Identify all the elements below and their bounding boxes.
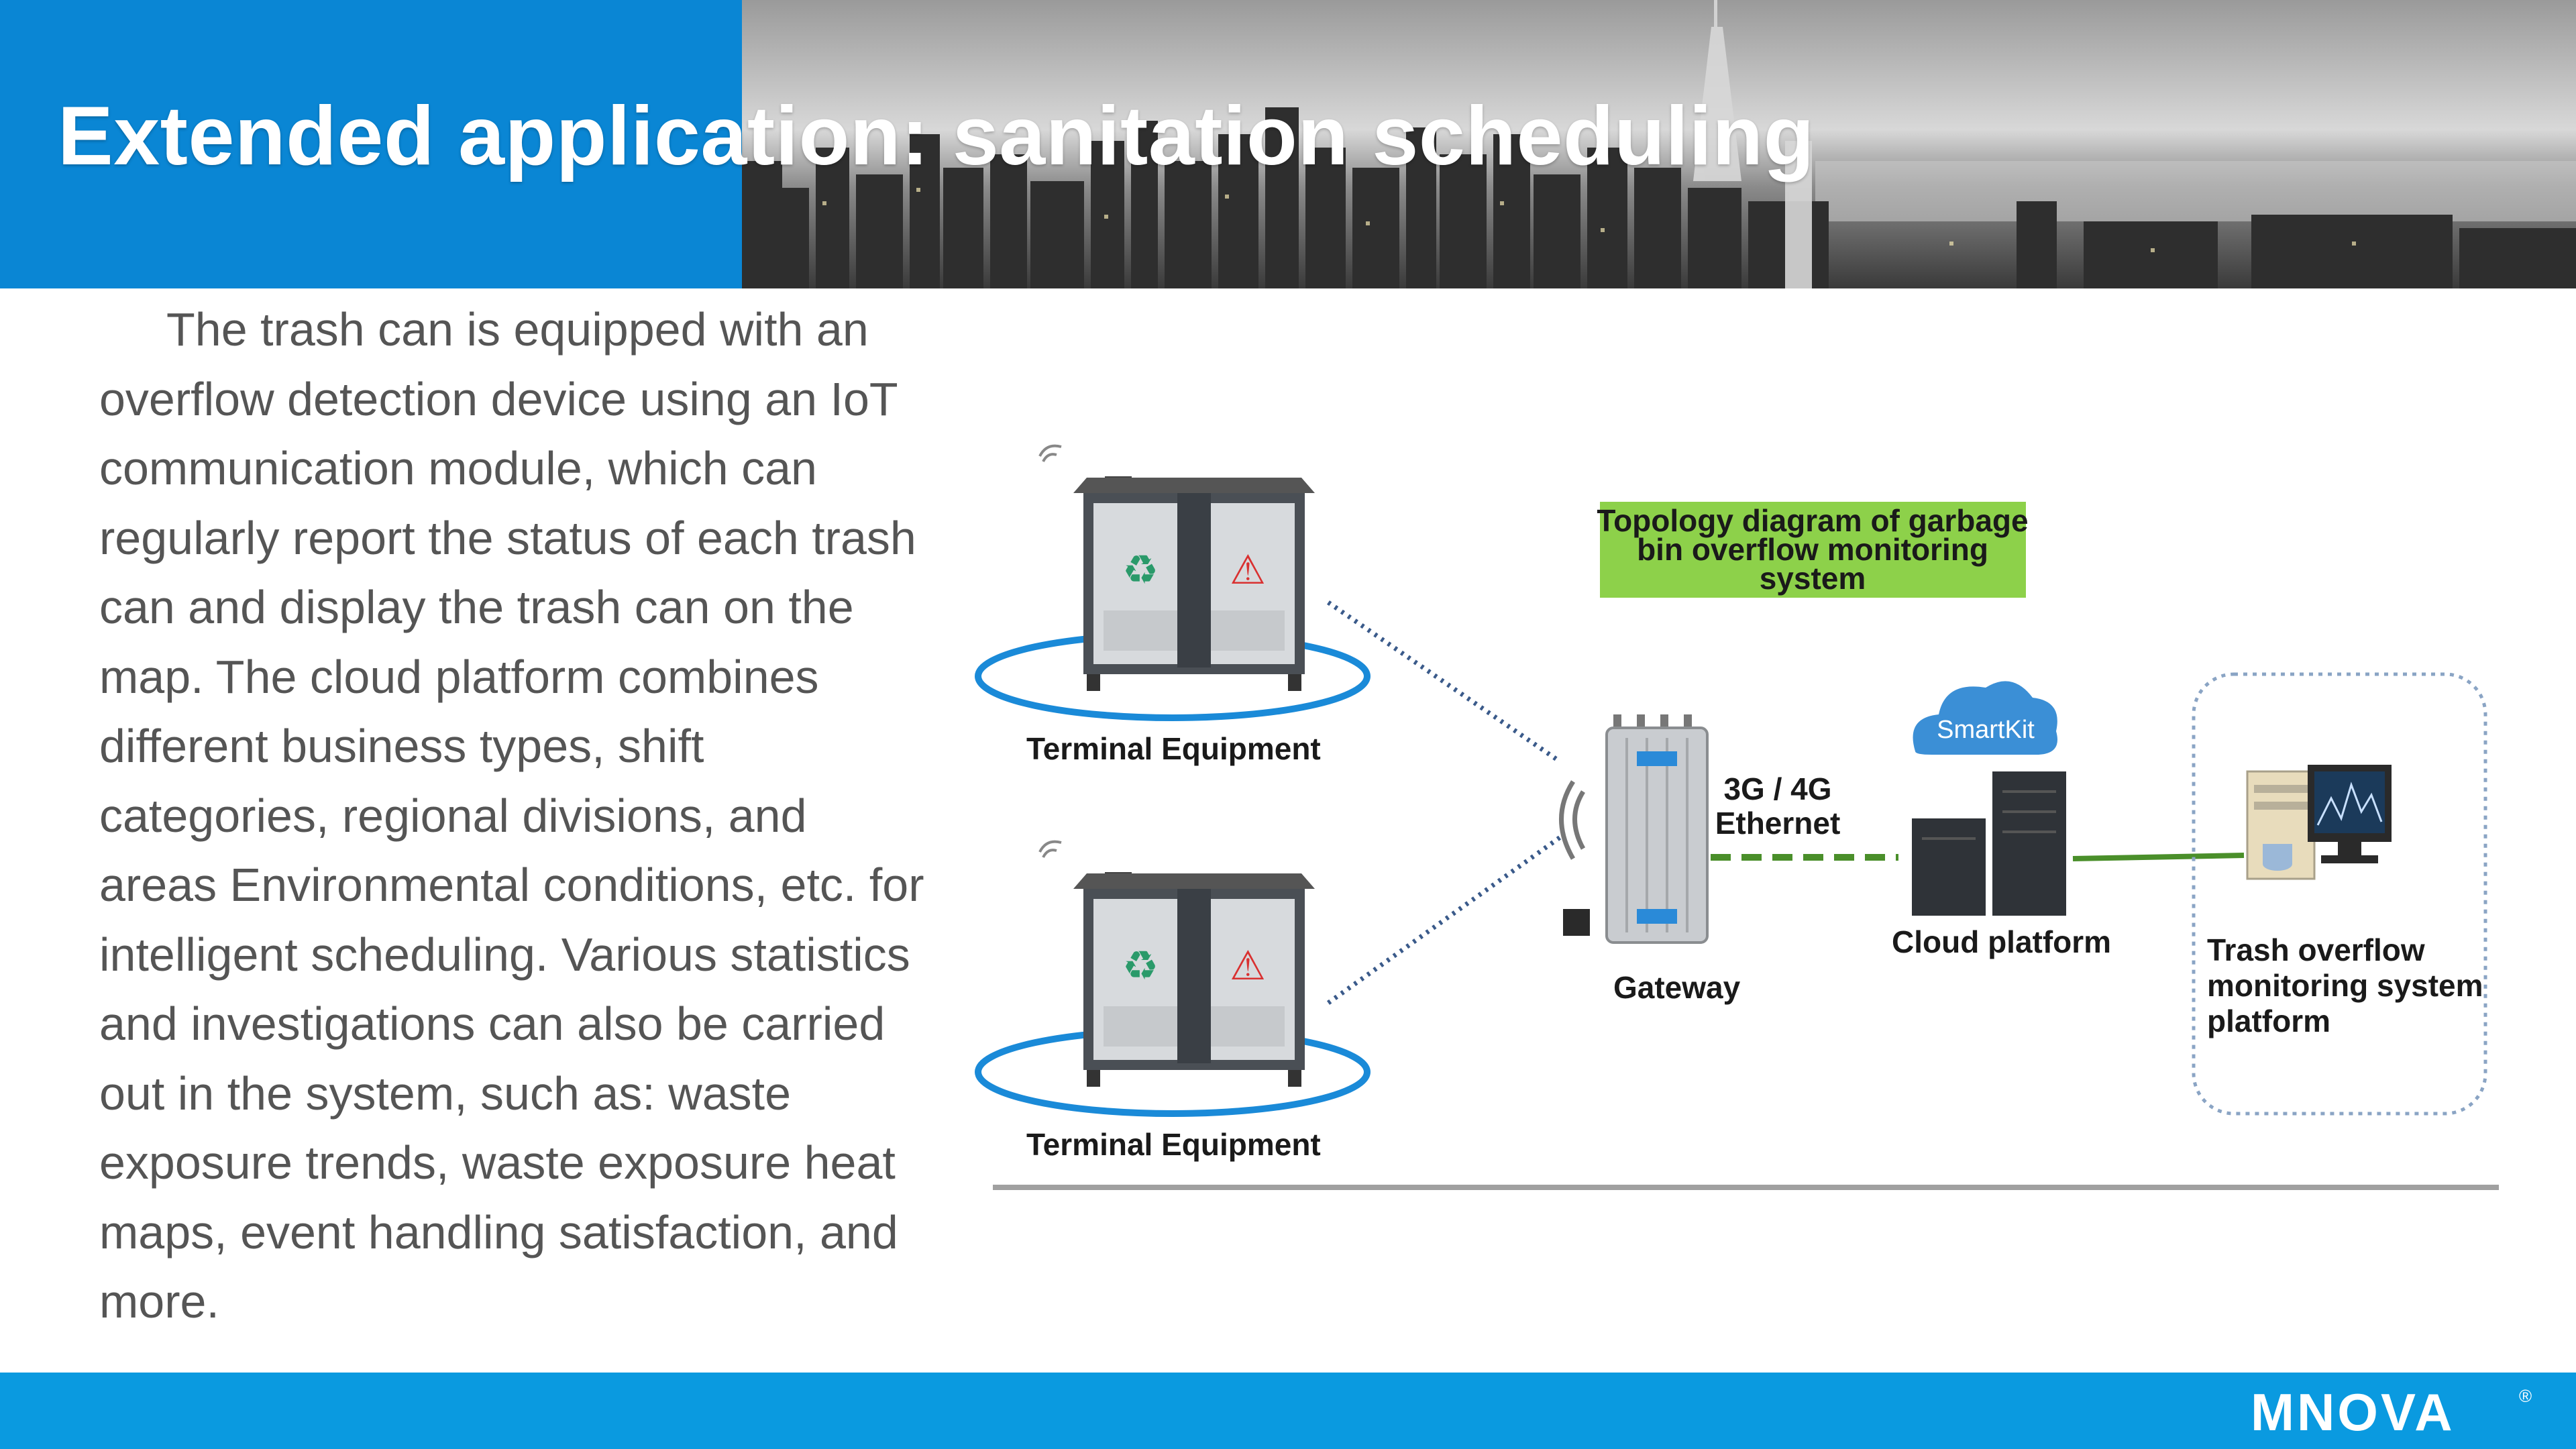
monitoring-computer [2247,765,2392,879]
link-cloud-to-platform [2073,855,2244,859]
svg-text:♻: ♻ [1122,943,1159,988]
svg-text:⚠: ⚠ [1230,943,1266,988]
diagram-title-line3: system [1759,561,1866,596]
diagram-title-line2: bin overflow monitoring [1637,532,1988,567]
logo-registered: ® [2519,1386,2532,1406]
gateway-device [1562,714,1708,943]
slide-title: Extended application: sanitation scheduling [58,90,1815,182]
logo-text: MNOVA [2251,1383,2455,1442]
svg-text:⚠: ⚠ [1230,547,1266,592]
svg-text:♻: ♻ [1122,547,1159,592]
platform-label-line2: monitoring system [2207,968,2483,1003]
platform-label-line1: Trash overflow [2207,932,2425,967]
link-label-3g4g: 3G / 4G [1723,771,1832,806]
trash-bin-top [978,446,1367,718]
link-bottom-to-gateway [1328,835,1563,1003]
platform-label-line3: platform [2207,1004,2330,1038]
body-text: The trash can is equipped with an overflow detection device using an IoT communication module, which can regularly report the status of each trash can and display the trash can on the map. The cloud platform combines different business types, shift categories, regional divisions, and areas Environmental conditions, etc. for intelligent scheduling. Various statistics and investigations can also be carried out in the system, such as: waste exposure trends, waste exposure heat maps, event handling satisfaction, and more. [99,303,924,1328]
cloud-platform-label: Cloud platform [1892,924,2112,959]
mnova-logo [2247,1382,2536,1442]
platform-dotted-box [2194,674,2485,1114]
diagram-title-line1: Topology diagram of garbage [1597,503,2029,538]
cloud-badge: SmartKit [1937,716,2035,744]
topology-diagram [973,429,2522,1208]
link-label-ethernet: Ethernet [1715,806,1841,841]
header-banner [0,0,2576,288]
footer-bar [0,1373,2576,1449]
terminal-bottom-label: Terminal Equipment [1026,1127,1321,1162]
terminal-top-label: Terminal Equipment [1026,731,1321,766]
body-paragraph [99,295,931,1337]
trash-bin-bottom [978,842,1367,1114]
gateway-label: Gateway [1613,970,1741,1005]
